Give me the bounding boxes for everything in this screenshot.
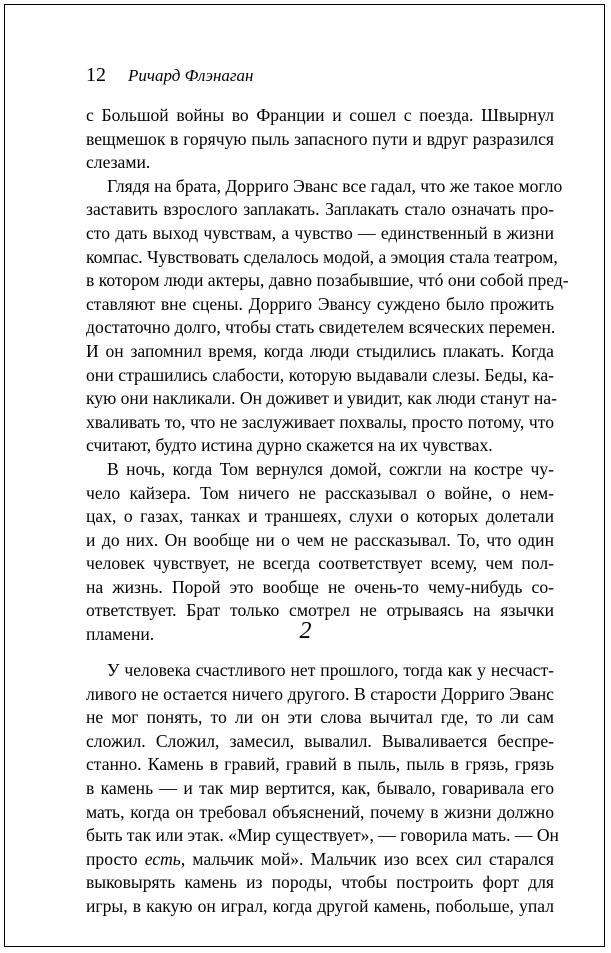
text-line: ответствует. Брат только смотрел не отрываясь на язычки xyxy=(86,600,554,621)
text-line: У человека счастливого нет прошлого, тогда как у несчаст- xyxy=(107,660,554,680)
section-2-text xyxy=(86,659,559,919)
text-line: цах, о газах, танках и траншеях, слухи о которых долетали xyxy=(86,506,554,527)
text-line: не мог понять, то ли он эти слова вычитал где, то ли сам xyxy=(86,707,554,728)
text-line: Глядя на брата, Дорриго Эванс все гадал, что же такое могло xyxy=(107,175,563,196)
text-line: хваливать то, что не заслуживает похвалы, просто потому, что xyxy=(86,411,554,432)
text-line: И он запомнил время, когда люди стыдились плакать. Когда xyxy=(86,340,554,361)
text-line: станно. Камень в гравий, гравий в пыль, пыль в грязь, грязь xyxy=(86,754,554,775)
text-line: человек чувствует, не всегда соответствует всему, чем пол- xyxy=(86,553,554,574)
page-number: 12 xyxy=(86,64,106,86)
text-line: чело кайзера. Том ничего не рассказывал о войне, о нем- xyxy=(86,482,554,503)
text-line: игры, в какую он играл, когда другой камень, побольше, упал xyxy=(86,895,554,916)
text-line: сто дать выход чувствам, а чувство — единственный в жизни xyxy=(86,222,554,243)
text-line: в котором люди актеры, давно позабывшие, чтó они собой пред- xyxy=(86,270,569,291)
chapter-number: 2 xyxy=(299,618,312,644)
italic-word: есть xyxy=(144,848,181,869)
text-line: заставить взрослого заплакать. Заплакать стало означать про- xyxy=(86,199,554,220)
text-line: на жизнь. Порой это вообще не очень-то чему-нибудь со- xyxy=(86,576,554,597)
running-head-author: Ричард Флэнаган xyxy=(128,66,254,85)
text-line: выковырять камень из породы, чтобы построить форт для xyxy=(86,872,554,893)
text-line: с Большой войны во Франции и сошел с поезда. Швырнул xyxy=(86,105,554,125)
text-segment: , мальчик мой». Мальчик изо всех сил старался xyxy=(180,848,554,869)
text-line: вещмешок в горячую пыль запасного пути и вдруг разразился xyxy=(86,128,554,149)
text-line: кую они накликали. Он доживет и увидит, как люди станут на- xyxy=(86,388,557,409)
text-line: достаточно долго, чтобы стать свидетелем всяческих перемен. xyxy=(86,317,556,338)
text-line: пламени. xyxy=(86,624,155,645)
text-line: компас. Чувствовать сделалось модой, а эмоция стала театром, xyxy=(86,246,558,267)
text-line: слезами. xyxy=(86,152,151,173)
text-line: ливого не остается ничего другого. В старости Дорриго Эванс xyxy=(86,683,554,704)
text-line: и до них. Он вообще ни о чем не рассказывал. То, что один xyxy=(86,529,554,550)
text-line: мать, когда он требовал объяснений, почему в жизни должно xyxy=(86,801,554,822)
text-line: ставляют вне сцены. Дорриго Эвансу суждено было прожить xyxy=(86,293,554,314)
section-1-text xyxy=(86,104,569,647)
page-header xyxy=(86,64,253,87)
text-line: в камень — и так мир вертится, как, бывало, говаривала его xyxy=(86,777,554,798)
text-line: сложил. Сложил, замесил, вывалил. Вываливается беспре- xyxy=(86,730,554,751)
text-segment: просто xyxy=(86,848,145,869)
text-line: они страшились слабости, которую выдавали слезы. Беды, ка- xyxy=(86,364,554,385)
text-line: быть так или этак. «Мир существует», — говорила мать. — Он xyxy=(86,825,559,846)
text-line: считают, будто истина дурно скажется на их чувствах. xyxy=(86,435,493,456)
text-line-with-italic xyxy=(86,848,554,872)
text-line: В ночь, когда Том вернулся домой, сожгли на костре чу- xyxy=(107,458,554,479)
